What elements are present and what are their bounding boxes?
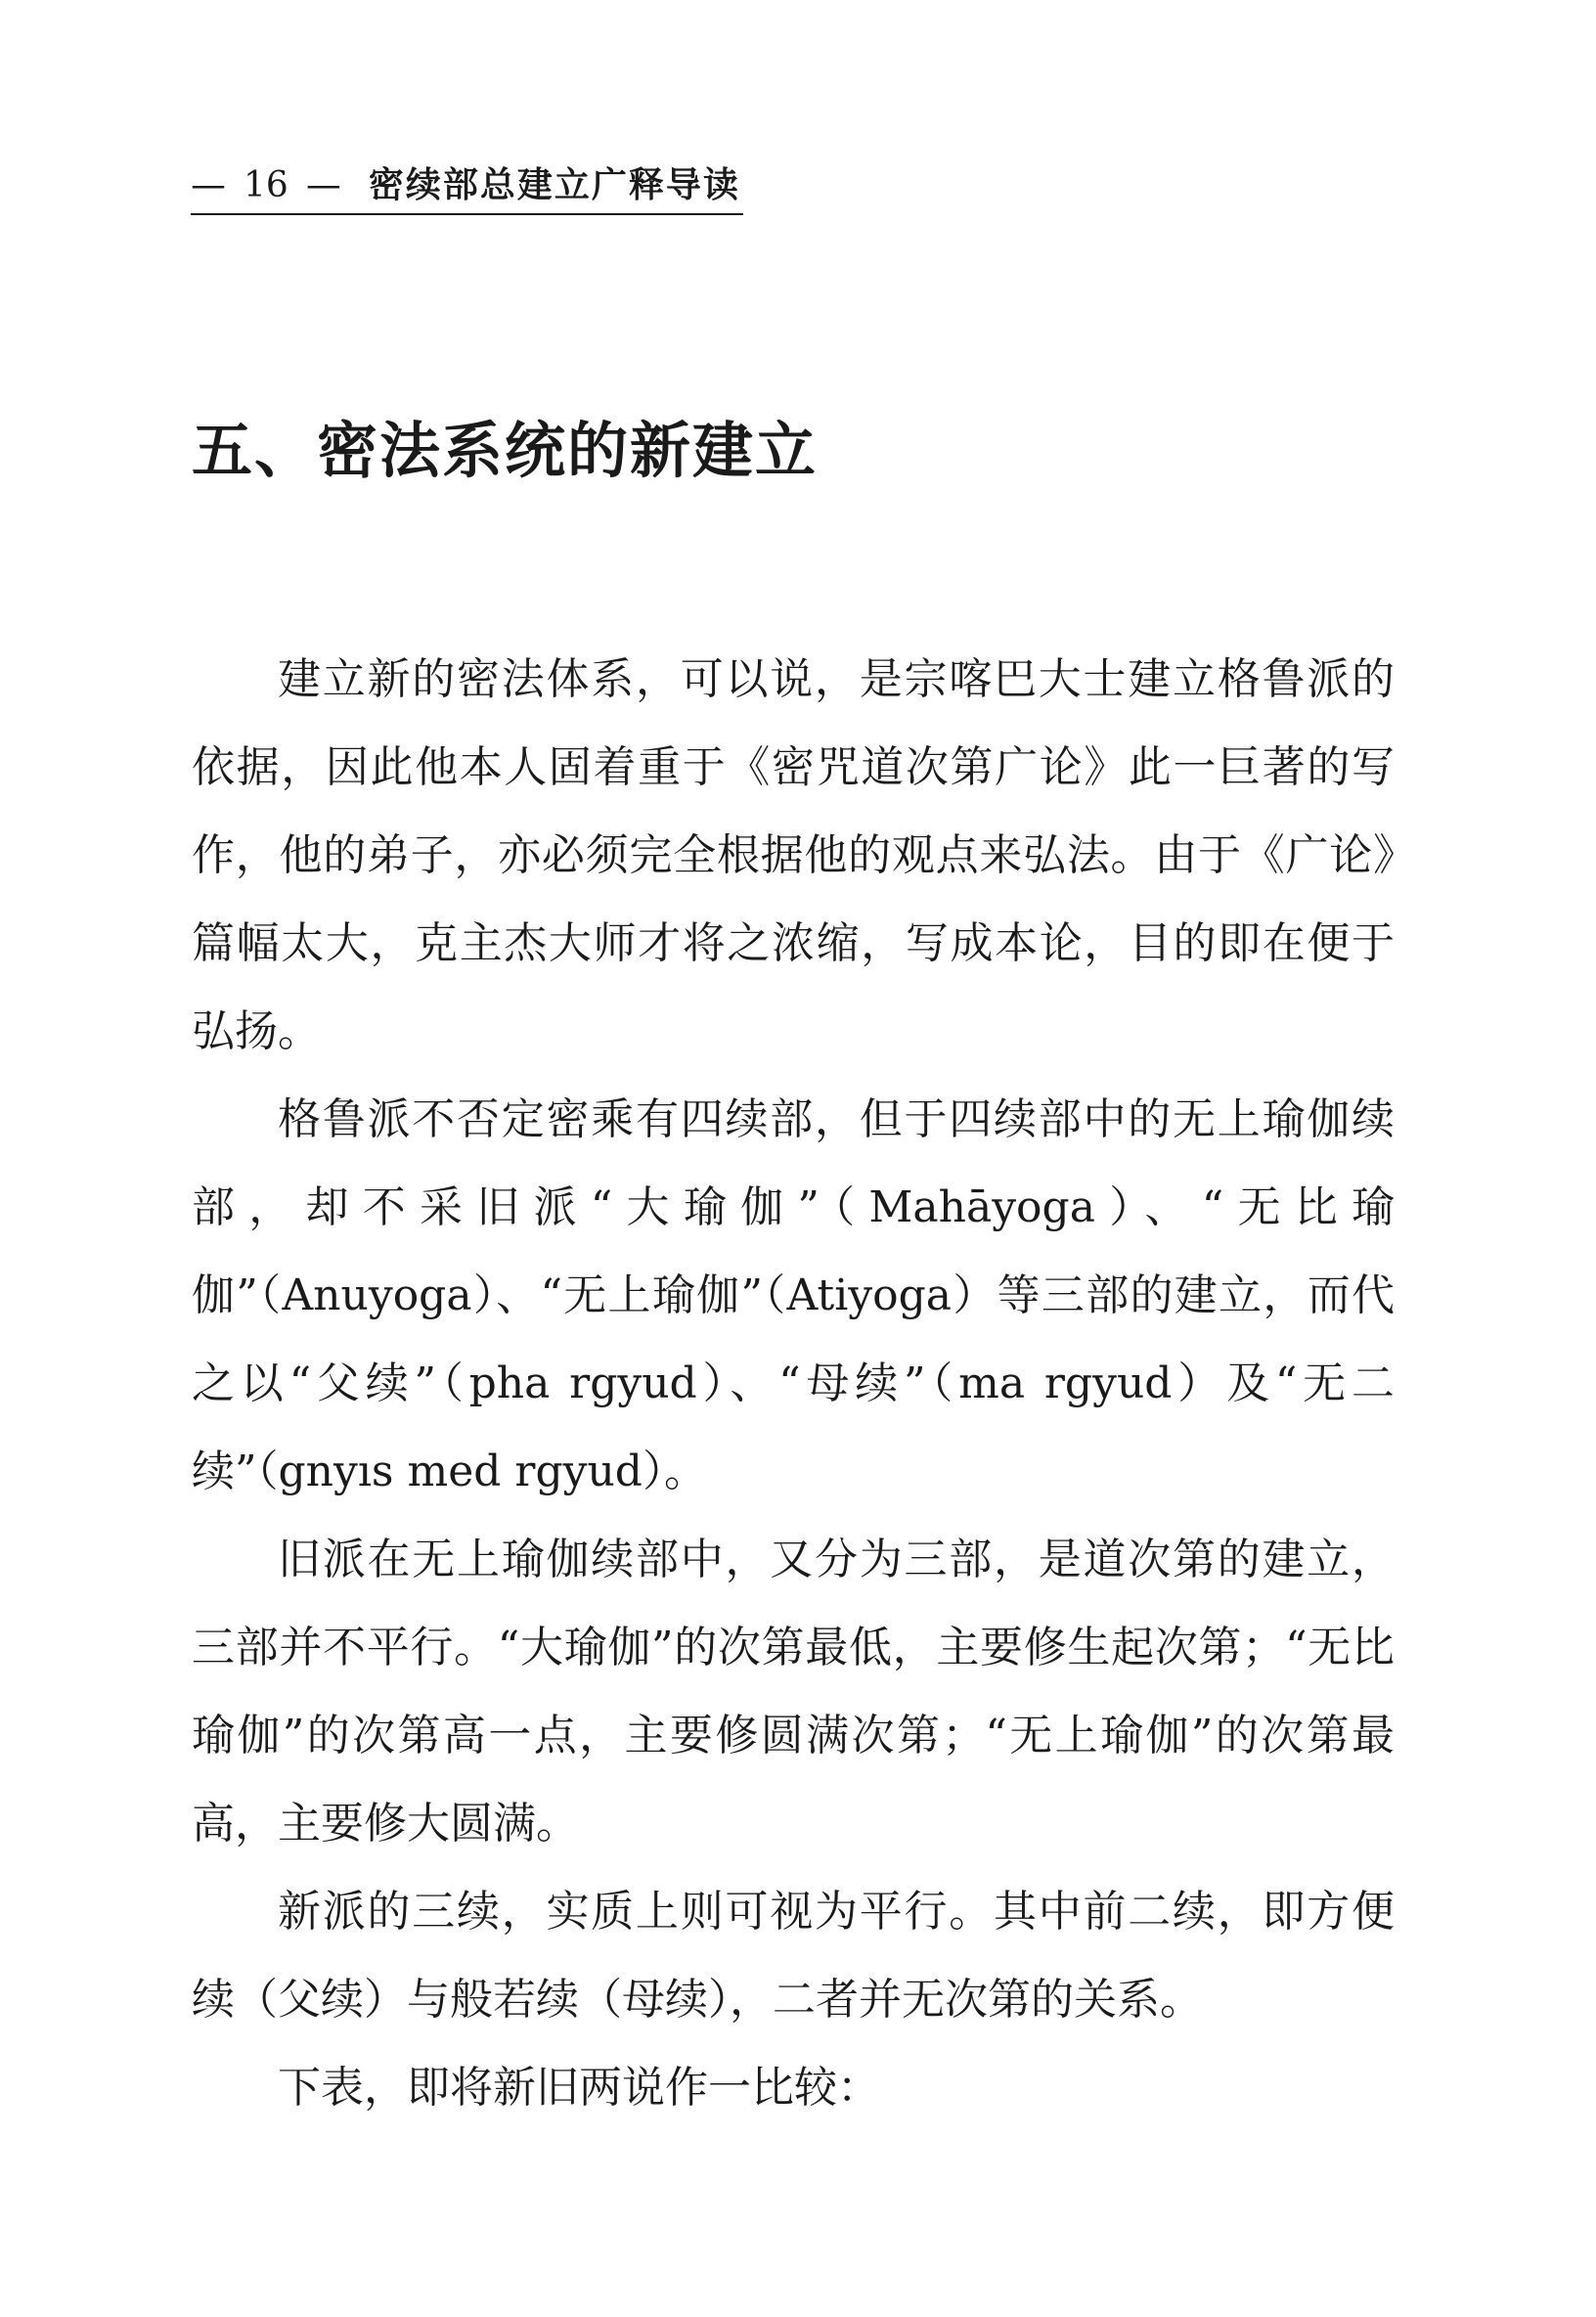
paragraph: 建立新的密法体系，可以说，是宗喀巴大士建立格鲁派的依据，因此他本人固着重于《密咒道次第广论》此一巨著的写作，他的弟子，亦必须完全根据他的观点来弘法。由于《广论》篇幅太大，克主杰大师才将之浓缩，写成本论，目的即在便于弘扬。	[192, 654, 1395, 1056]
header-dash-right: —	[305, 165, 341, 205]
header-dash-left: —	[191, 165, 226, 205]
body-text	[192, 636, 1395, 2132]
paragraph: 下表，即将新旧两说作一比较：	[278, 2063, 880, 2113]
paragraph: 旧派在无上瑜伽续部中，又分为三部，是道次第的建立，三部并不平行。“大瑜伽”的次第最低，主要修生起次第；“无比瑜伽”的次第高一点，主要修圆满次第；“无上瑜伽”的次第最高，主要修大圆满。	[192, 1535, 1395, 1849]
paragraph: 新派的三续，实质上则可视为平行。其中前二续，即方便续（父续）与般若续（母续），二者并无次第的关系。	[192, 1887, 1395, 2025]
page-number: 16	[244, 165, 288, 205]
paragraph: 格鲁派不否定密乘有四续部，但于四续部中的无上瑜伽续部，却不采旧派“大瑜伽”（Mahāyoga）、“无比瑜伽”（Anuyoga）、“无上瑜伽”（Atiyoga）等三部的建立，而代之以“父续”（pha rgyud）、“母续”（ma rgyud）及“无二续”（gnyıs med rgyud）。	[192, 1094, 1395, 1496]
running-header	[191, 166, 743, 215]
section-title: 五、密法系统的新建立	[192, 415, 819, 486]
book-title: 密续部总建立广释导读	[368, 165, 740, 205]
